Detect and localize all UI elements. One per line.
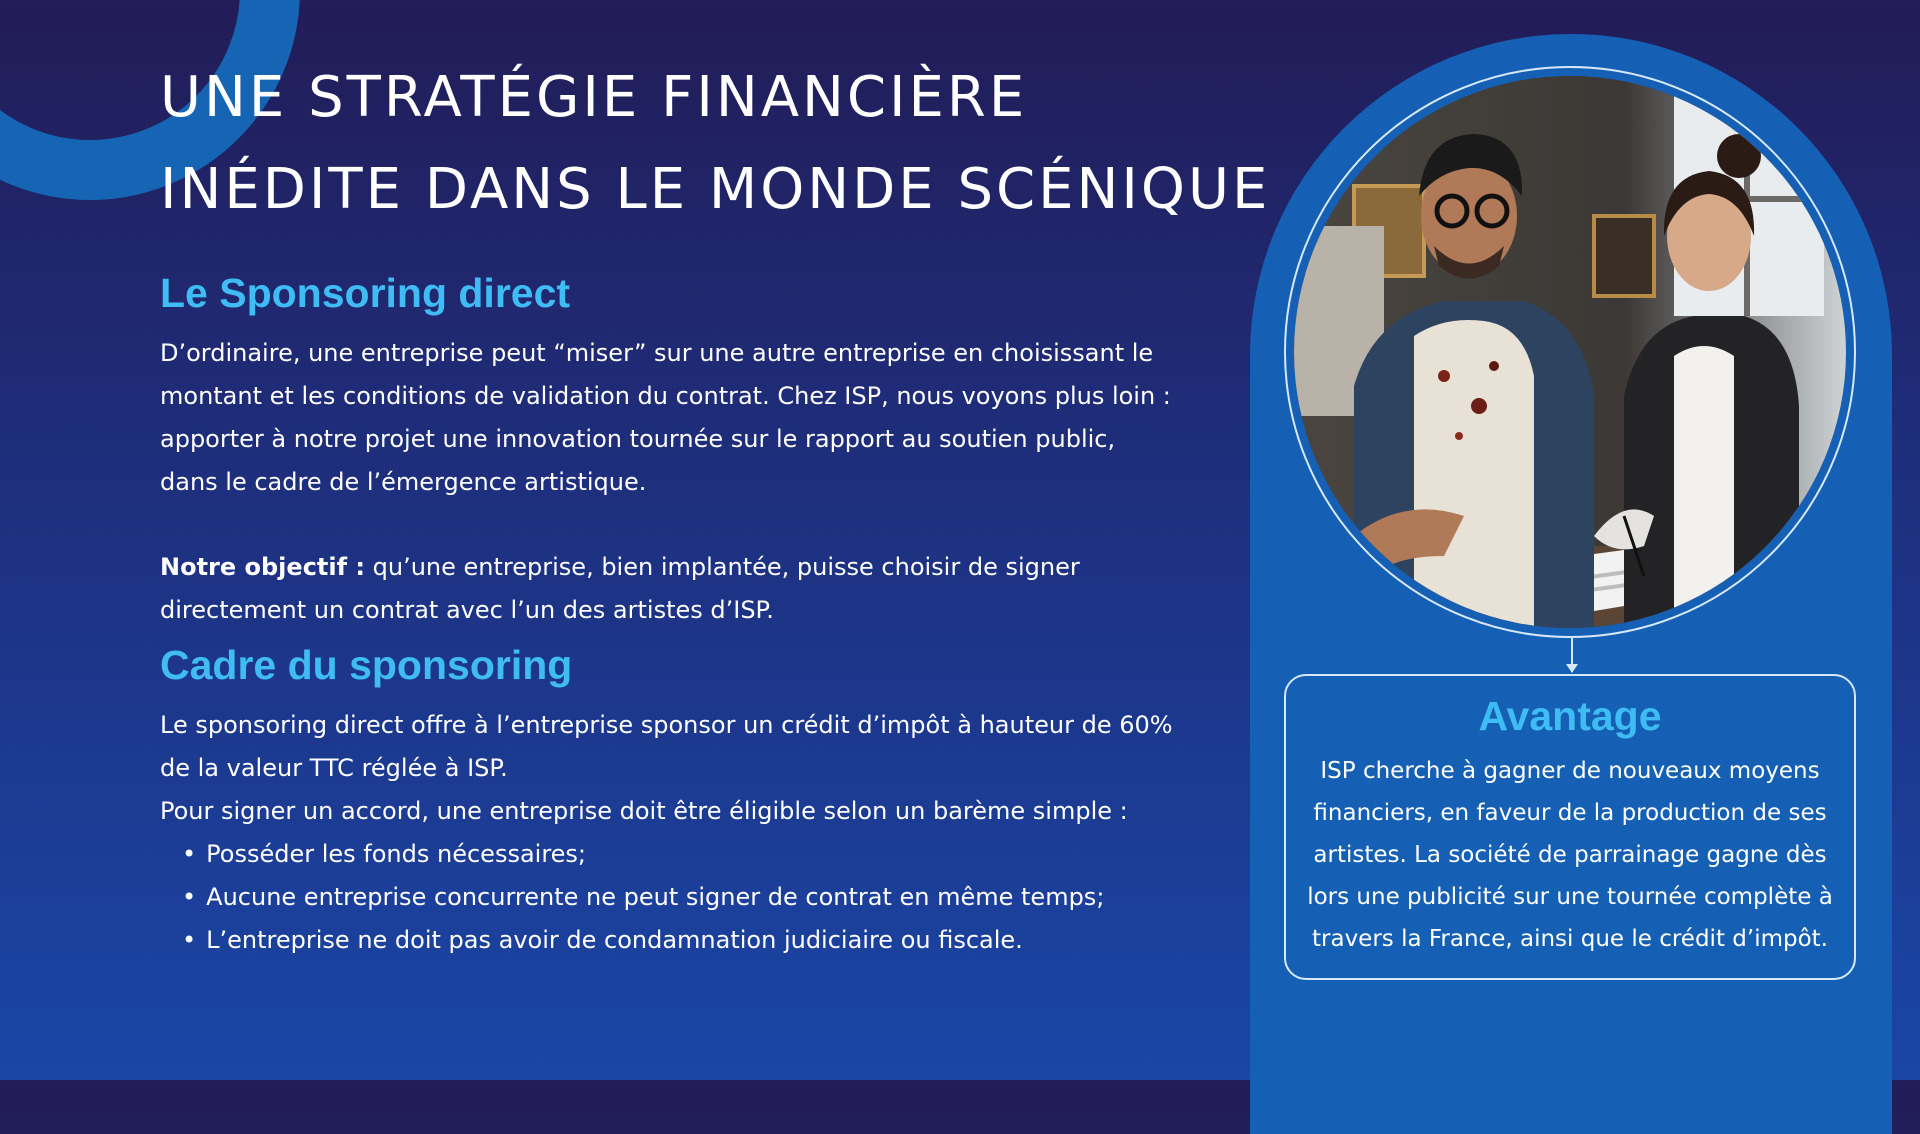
slide-title [160, 52, 1270, 236]
advantage-heading: Avantage [1478, 693, 1662, 739]
cadre-paragraph: Le sponsoring direct offre à l’entreprise sponsor un crédit d’impôt à hauteur de 60% de la valeur TTC réglée à ISP. [160, 711, 1173, 782]
advantage-text: ISP cherche à gagner de nouveaux moyens financiers, en faveur de la production de ses artistes. La société de parrainage gagne dès lors une publicité sur une tournée complète à travers la France, ainsi que le crédit d’impôt. [1307, 758, 1833, 952]
eligibility-list [160, 833, 1180, 962]
section-paragraph: D’ordinaire, une entreprise peut “miser” sur une autre entreprise en choisissant le montant et les conditions de validation du contrat. Chez ISP, nous voyons plus loin : apporter à notre projet une innovation tournée sur le rapport au soutien public, dans le cadre de l’émergence artistique. [160, 339, 1171, 496]
photo-illustration [1294, 76, 1846, 628]
list-item: • L’entreprise ne doit pas avoir de condamnation judiciaire ou fiscale. [182, 919, 1180, 962]
advantage-box [1284, 674, 1856, 980]
eligibility-intro: Pour signer un accord, une entreprise doit être éligible selon un barème simple : [160, 797, 1128, 825]
objective-text: qu’une entreprise, bien implantée, puisse choisir de signer directement un contrat avec l’un des artistes d’ISP. [160, 553, 1080, 624]
list-item: • Aucune entreprise concurrente ne peut signer de contrat en même temps; [182, 876, 1180, 919]
arrow-down-icon [1566, 664, 1578, 673]
main-content [160, 264, 1180, 962]
section-heading-sponsoring-direct: Le Sponsoring direct [160, 270, 571, 316]
slide-title-line-2: INÉDITE DANS LE MONDE SCÉNIQUE [160, 157, 1271, 222]
objective-label: Notre objectif : [160, 553, 366, 581]
photo-contract-signing-image [1294, 76, 1846, 628]
objective-paragraph [160, 546, 1180, 632]
list-item: • Posséder les fonds nécessaires; [182, 833, 1180, 876]
slide-title-line-1: UNE STRATÉGIE FINANCIÈRE [160, 65, 1028, 130]
section-heading-cadre: Cadre du sponsoring [160, 642, 573, 688]
